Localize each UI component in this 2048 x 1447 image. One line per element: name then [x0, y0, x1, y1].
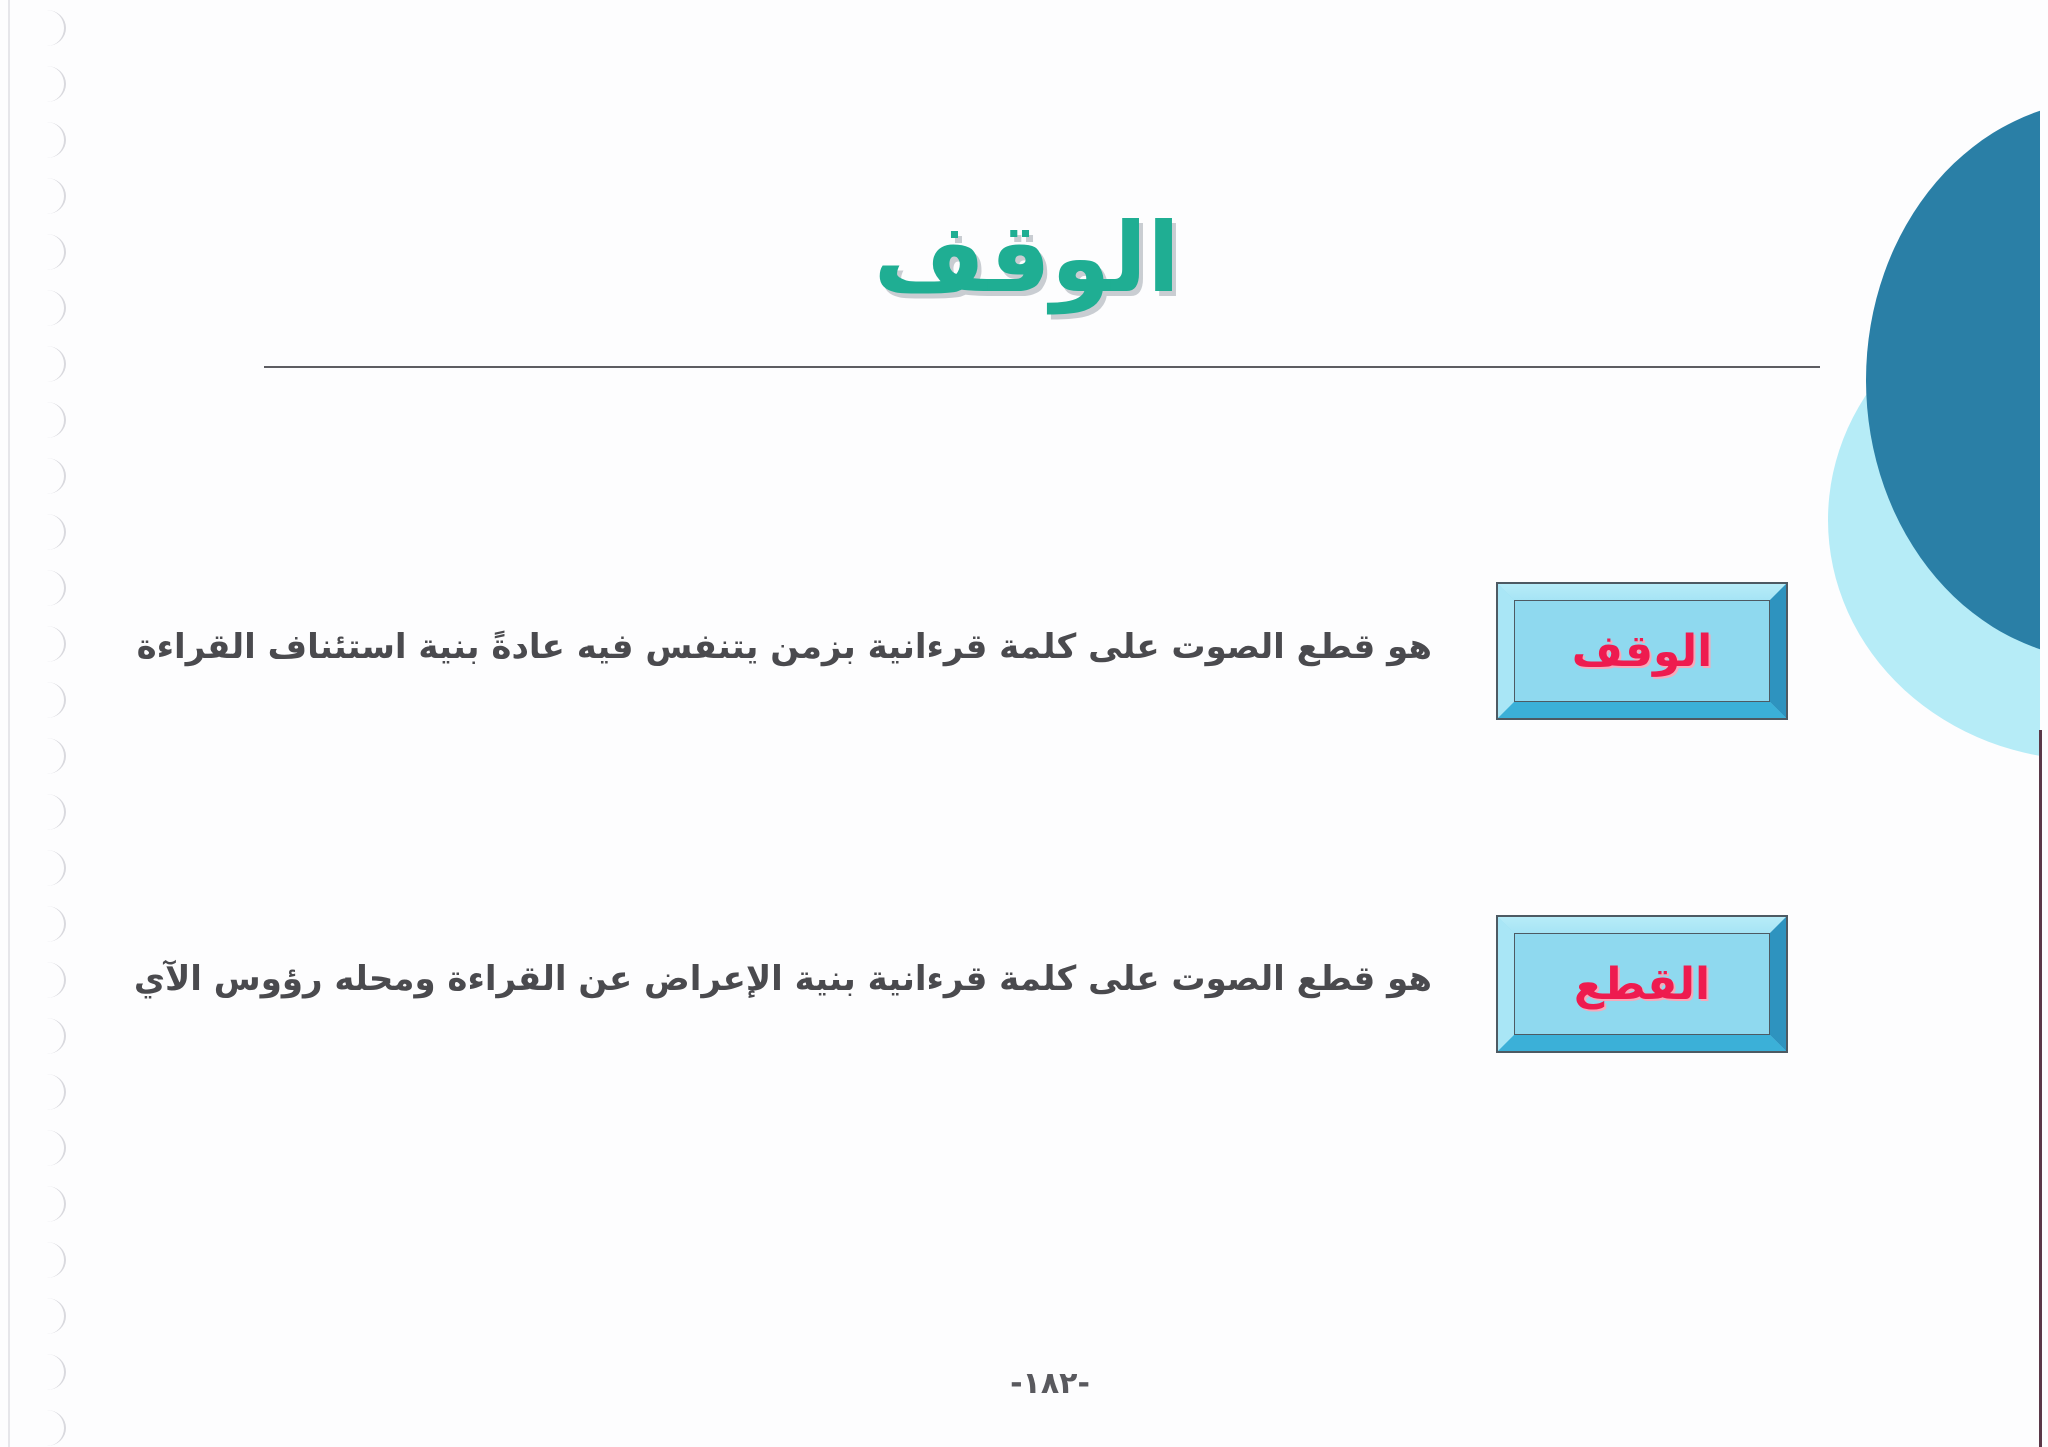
binding-ring-icon [28, 850, 66, 886]
binding-ring-icon [28, 122, 66, 158]
binding-ring-icon [28, 738, 66, 774]
binding-ring-icon [28, 1354, 66, 1390]
binding-ring-icon [28, 626, 66, 662]
binding-ring-icon [28, 234, 66, 270]
binding-ring-icon [28, 794, 66, 830]
binding-ring-icon [28, 402, 66, 438]
binding-ring-icon [28, 458, 66, 494]
title-divider [264, 366, 1820, 368]
term-label: الوقف [1571, 625, 1713, 677]
binding-ring-icon [28, 682, 66, 718]
binding-ring-icon [28, 66, 66, 102]
binding-ring-icon [28, 290, 66, 326]
binding-ring-icon [28, 1298, 66, 1334]
binding-ring-icon [28, 1018, 66, 1054]
term-definition: هو قطع الصوت على كلمة قرءانية بزمن يتنفس فيه عادةً بنية استئناف القراءة [136, 627, 1432, 667]
binding-ring-icon [28, 178, 66, 214]
decorative-circles [1780, 0, 2040, 1447]
binding-ring-icon [28, 1186, 66, 1222]
term-definition: هو قطع الصوت على كلمة قرءانية بنية الإعراض عن القراءة ومحله رؤوس الآي [133, 959, 1432, 999]
binding-ring-icon [28, 1074, 66, 1110]
binding-ring-icon [28, 514, 66, 550]
binding-ring-icon [28, 1242, 66, 1278]
binding-ring-icon [28, 346, 66, 382]
binding-ring-icon [28, 1410, 66, 1446]
binding-ring-icon [28, 570, 66, 606]
term-box-face [1514, 600, 1770, 702]
binding-ring-icon [28, 906, 66, 942]
spiral-binding [0, 0, 80, 1447]
page-title: الوقف [873, 202, 1180, 314]
term-box-face [1514, 933, 1770, 1035]
right-edge-rule [2039, 730, 2042, 1447]
page-number: -١٨٢- [1010, 1366, 1090, 1401]
term-box-waqf [1496, 582, 1788, 720]
binding-ring-icon [28, 1130, 66, 1166]
binding-ring-icon [28, 10, 66, 46]
term-label: القطع [1573, 958, 1711, 1010]
term-box-qat [1496, 915, 1788, 1053]
binding-ring-icon [28, 962, 66, 998]
